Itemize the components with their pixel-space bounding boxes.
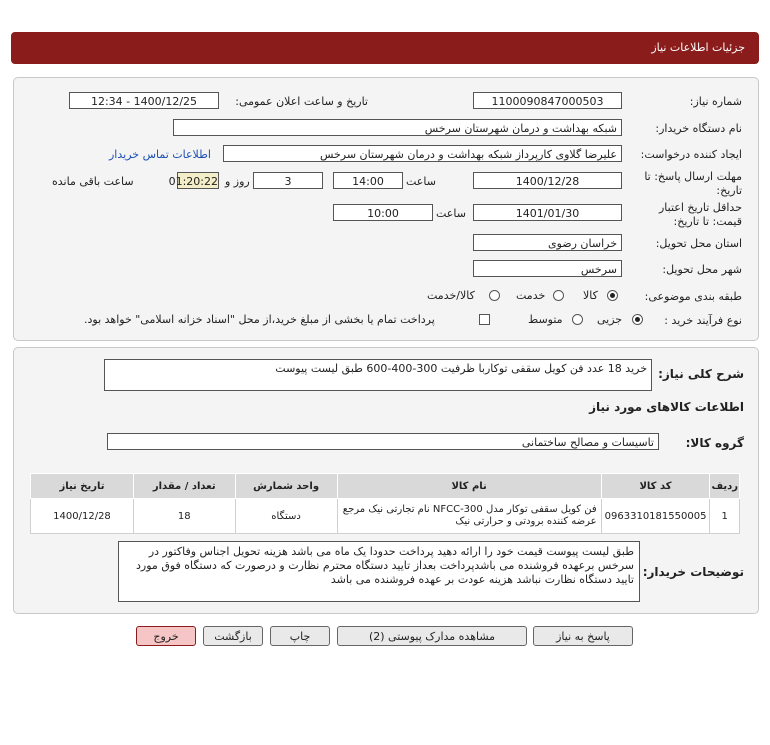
summary-label: شرح کلی نیاز: <box>658 367 744 381</box>
reply-button[interactable]: پاسخ به نیاز <box>533 626 633 646</box>
city-field: سرخس <box>473 260 622 277</box>
col-row: ردیف <box>710 474 740 499</box>
summary-field: خرید 18 عدد فن کویل سقفی توکاربا ظرفیت 300-400-600 طبق لیست پیوست <box>104 359 652 391</box>
cell-row: 1 <box>710 499 740 534</box>
need-number-field: 1100090847000503 <box>473 92 622 109</box>
cell-date: 1400/12/28 <box>31 499 134 534</box>
deadline-time-label: ساعت <box>406 175 436 188</box>
col-qty: تعداد / مقدار <box>133 474 235 499</box>
back-button[interactable]: بازگشت <box>203 626 263 646</box>
treasury-text: پرداخت تمام یا بخشی از مبلغ خرید،از محل "اسناد خزانه اسلامی" خواهد بود. <box>84 313 435 326</box>
validity-label-2: قیمت: تا تاریخ: <box>673 215 742 228</box>
process-minor-label: جزیی <box>597 313 623 326</box>
process-minor-radio[interactable] <box>632 314 643 325</box>
buyer-org-field: شبکه بهداشت و درمان شهرستان سرخس <box>173 119 622 136</box>
col-unit: واحد شمارش <box>235 474 337 499</box>
category-label: طبقه بندی موضوعی: <box>644 290 742 303</box>
col-code: کد کالا <box>601 474 710 499</box>
announce-date-field: 1400/12/25 - 12:34 <box>69 92 219 109</box>
days-label: روز و <box>225 175 250 188</box>
deadline-date-field: 1400/12/28 <box>473 172 622 189</box>
category-service-label: خدمت <box>516 289 546 302</box>
category-goods-service-label: کالا/خدمت <box>427 289 475 302</box>
province-field: خراسان رضوی <box>473 234 622 251</box>
treasury-checkbox[interactable] <box>479 314 490 325</box>
page-header <box>11 32 759 64</box>
buyer-notes-field: طبق لیست پیوست قیمت خود را ارائه دهید پرداخت حدودا یک ماه می باشد هزینه تحویل اجناس وفاکتور در سرخس برعهده فروشنده می باشدپرداخت بعداز تایید دستگاه محترم نظارت و درصورت که دستگاه فوق مورد تایید دستگاه نظارت نباشد هزینه عودت بر عهده فروشنده می باشد <box>118 541 640 602</box>
page-title: جزئیات اطلاعات نیاز <box>651 41 745 54</box>
need-number-label: شماره نیاز: <box>689 95 742 108</box>
goods-table <box>30 473 740 534</box>
col-date: تاریخ نیاز <box>31 474 134 499</box>
category-service-radio[interactable] <box>553 290 564 301</box>
category-goods-radio[interactable] <box>607 290 618 301</box>
process-medium-label: متوسط <box>528 313 563 326</box>
announce-date-label: تاریخ و ساعت اعلان عمومی: <box>235 95 368 108</box>
process-label: نوع فرآیند خرید : <box>664 314 742 327</box>
cell-unit: دستگاه <box>235 499 337 534</box>
goods-section-title: اطلاعات کالاهای مورد نیاز <box>589 400 744 414</box>
cell-qty: 18 <box>133 499 235 534</box>
category-goods-label: کالا <box>583 289 598 302</box>
buyer-org-label: نام دستگاه خریدار: <box>655 122 742 135</box>
buyer-contact-link[interactable]: اطلاعات تماس خریدار <box>109 148 211 161</box>
deadline-label-2: تاریخ: <box>716 184 742 197</box>
goods-group-label: گروه کالا: <box>685 436 744 450</box>
deadline-time-field: 14:00 <box>333 172 403 189</box>
days-remaining-field: 3 <box>253 172 323 189</box>
creator-field: علیرضا گلاوی کارپرداز شبکه بهداشت و درمان شهرستان سرخس <box>223 145 622 162</box>
remaining-time-label: ساعت باقی مانده <box>52 175 134 188</box>
validity-label: حداقل تاریخ اعتبار <box>658 201 742 214</box>
cell-code: 0963310181550005 <box>601 499 710 534</box>
col-name: نام کالا <box>337 474 601 499</box>
creator-label: ایجاد کننده درخواست: <box>640 148 742 161</box>
deadline-label: مهلت ارسال پاسخ: تا <box>644 170 742 183</box>
province-label: استان محل تحویل: <box>655 237 742 250</box>
validity-time-field: 10:00 <box>333 204 433 221</box>
city-label: شهر محل تحویل: <box>662 263 742 276</box>
buyer-notes-label: توضیحات خریدار: <box>642 565 744 579</box>
validity-time-label: ساعت <box>436 207 466 220</box>
cell-name: فن کویل سقفی توکار مدل NFCC-300 نام تجارتی نیک مرجع عرضه کننده برودتی و حرارتی نیک <box>337 499 601 534</box>
process-medium-radio[interactable] <box>572 314 583 325</box>
validity-date-field: 1401/01/30 <box>473 204 622 221</box>
remaining-time-field: 01:20:22 <box>177 172 219 189</box>
exit-button[interactable]: خروج <box>136 626 196 646</box>
goods-group-field: تاسیسات و مصالح ساختمانی <box>107 433 659 450</box>
print-button[interactable]: چاپ <box>270 626 330 646</box>
table-row <box>31 499 740 534</box>
attachments-button[interactable]: مشاهده مدارک پیوستی (2) <box>337 626 527 646</box>
category-goods-service-radio[interactable] <box>489 290 500 301</box>
